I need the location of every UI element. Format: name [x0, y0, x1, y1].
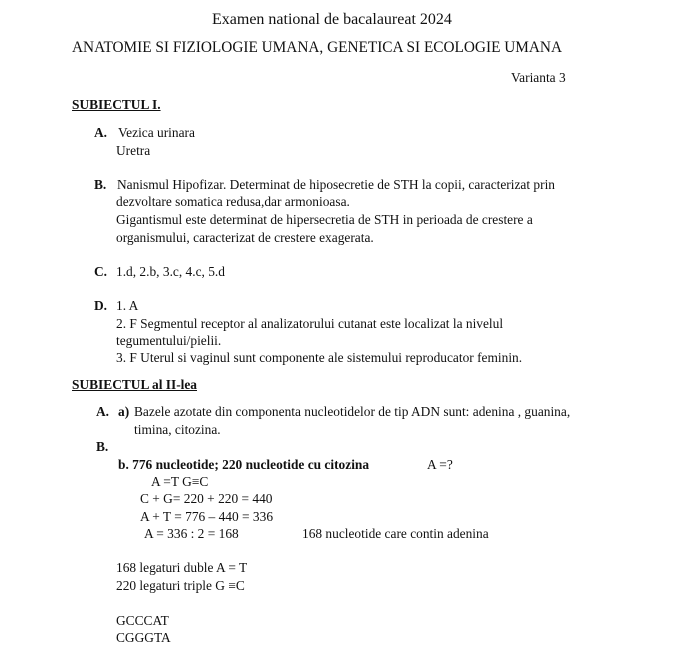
result-adenina: 168 nucleotide care contin adenina: [302, 526, 489, 541]
item-c-letter: C.: [94, 264, 108, 279]
double-bonds: 168 legaturi duble A = T: [116, 560, 248, 575]
triple-bonds: 220 legaturi triple G ≡C: [116, 578, 245, 593]
equation-a: A = 336 : 2 = 168: [144, 526, 239, 541]
item-b-line: Nanismul Hipofizar. Determinat de hiposecretie de STH la copii, caracterizat prin: [117, 177, 556, 192]
item-a-line: Uretra: [116, 143, 151, 158]
equation-at: A + T = 776 – 440 = 336: [140, 509, 274, 524]
item-b-line: organismului, caracterizat de crestere exagerata.: [116, 230, 374, 245]
item-b-line: Gigantismul este determinat de hipersecretia de STH in perioada de crestere a: [116, 212, 533, 227]
subject-title: ANATOMIE SI FIZIOLOGIE UMANA, GENETICA SI ECOLOGIE UMANA: [72, 39, 563, 56]
item-b-letter: B.: [94, 177, 107, 192]
item-2b-question: A =?: [427, 457, 453, 472]
item-2a-line: timina, citozina.: [134, 422, 221, 437]
subiectul-1-heading: SUBIECTUL I.: [72, 97, 161, 112]
item-a-letter: A.: [94, 125, 108, 140]
item-d-line: 2. F Segmentul receptor al analizatorului cutanat este localizat la nivelul: [116, 316, 504, 331]
base-pairs: A =T G≡C: [151, 474, 209, 489]
item-2a-marker: a): [118, 404, 130, 419]
dna-strand-1: GCCCAT: [116, 613, 169, 628]
item-d-line: tegumentului/pielii.: [116, 333, 222, 348]
equation-cg: C + G= 220 + 220 = 440: [140, 491, 273, 506]
item-c-answers: 1.d, 2.b, 3.c, 4.c, 5.d: [116, 264, 225, 279]
item-b-line: dezvoltare somatica redusa,dar armonioasa.: [116, 194, 350, 209]
item-d-line: 1. A: [116, 298, 139, 313]
item-a-line: Vezica urinara: [118, 125, 195, 140]
item-2b-header: b. 776 nucleotide; 220 nucleotide cu citozina: [118, 457, 370, 472]
item-d-letter: D.: [94, 298, 108, 313]
subiectul-2-heading: SUBIECTUL al II-lea: [72, 377, 198, 392]
dna-strand-2: CGGGTA: [116, 630, 171, 645]
exam-title: Examen national de bacalaureat 2024: [212, 11, 452, 28]
item-2a-letter: A.: [96, 404, 110, 419]
item-2a-line: Bazele azotate din componenta nucleotidelor de tip ADN sunt: adenina , guanina,: [134, 404, 571, 419]
item-2b-letter: B.: [96, 439, 109, 454]
item-d-line: 3. F Uterul si vaginul sunt componente ale sistemului reproducator feminin.: [116, 350, 523, 365]
variant-label: Varianta 3: [511, 70, 566, 85]
